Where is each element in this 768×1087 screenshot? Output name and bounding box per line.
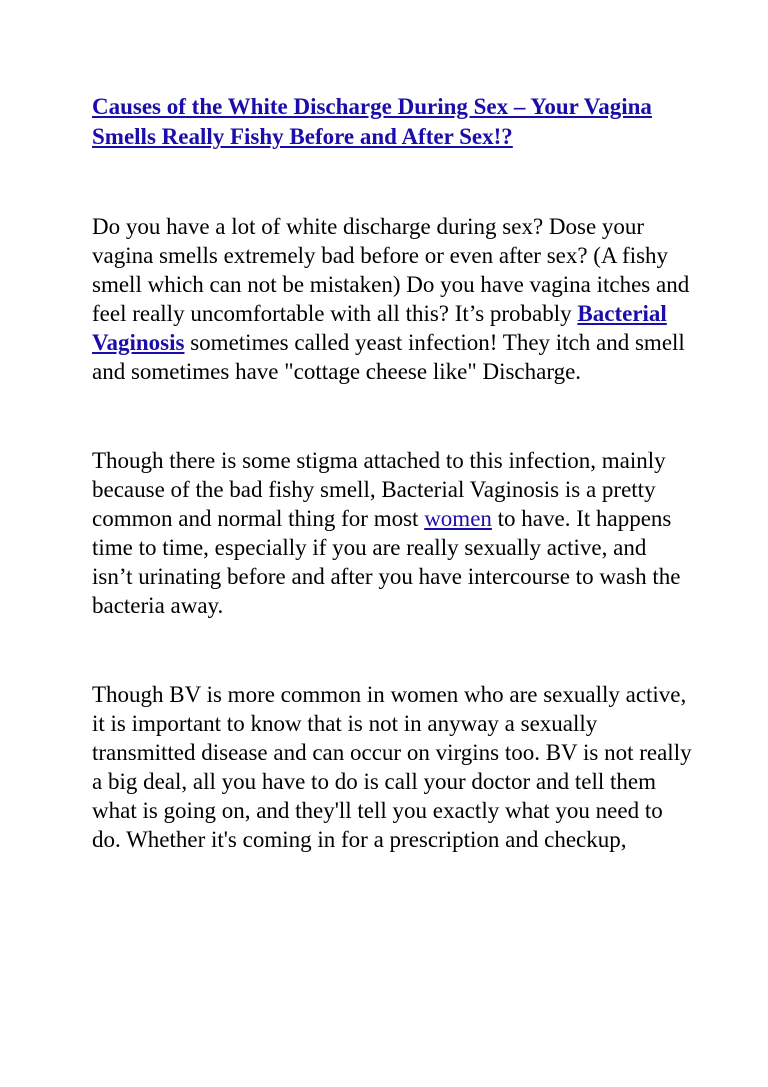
paragraph-2 (92, 446, 692, 620)
article-title-text: Causes of the White Discharge During Sex – Your Vagina Smells Really Fishy Before and After Sex!? (92, 94, 652, 149)
paragraph-3-text: Though BV is more common in women who are sexually active, it is important to know that is not in anyway a sexually transmitted disease and can occur on virgins too. BV is not really a big deal, all you have to do is call your doctor and tell them what is going on, and they'll tell you exactly what you need to do. Whether it's coming in for a prescription and checkup, (92, 682, 692, 852)
article-title-link[interactable] (92, 92, 692, 152)
bacterial-vaginosis-link[interactable]: Bacterial Vaginosis (92, 301, 667, 355)
women-link[interactable]: women (424, 506, 492, 531)
paragraph-2-text-end: to have. It happens time to time, especially if you are really sexually active, and isn’t urinating before and after you have intercourse to wash the bacteria away. (92, 506, 681, 618)
paragraph-1-text-end: sometimes called yeast infection! They itch and smell and sometimes have "cottage cheese like" Discharge. (92, 330, 685, 384)
document-page (92, 92, 692, 854)
paragraph-2-text-start: Though there is some stigma attached to this infection, mainly because of the bad fishy smell, Bacterial Vaginosis is a pretty common and normal thing for most (92, 448, 666, 531)
paragraph-1-text-start: Do you have a lot of white discharge during sex? Dose your vagina smells extremely bad before or even after sex? (A fishy smell which can not be mistaken) Do you have vagina itches and feel really uncomfortable with all this? It’s probably (92, 214, 690, 326)
paragraph-3 (92, 680, 692, 854)
paragraph-1 (92, 212, 692, 386)
